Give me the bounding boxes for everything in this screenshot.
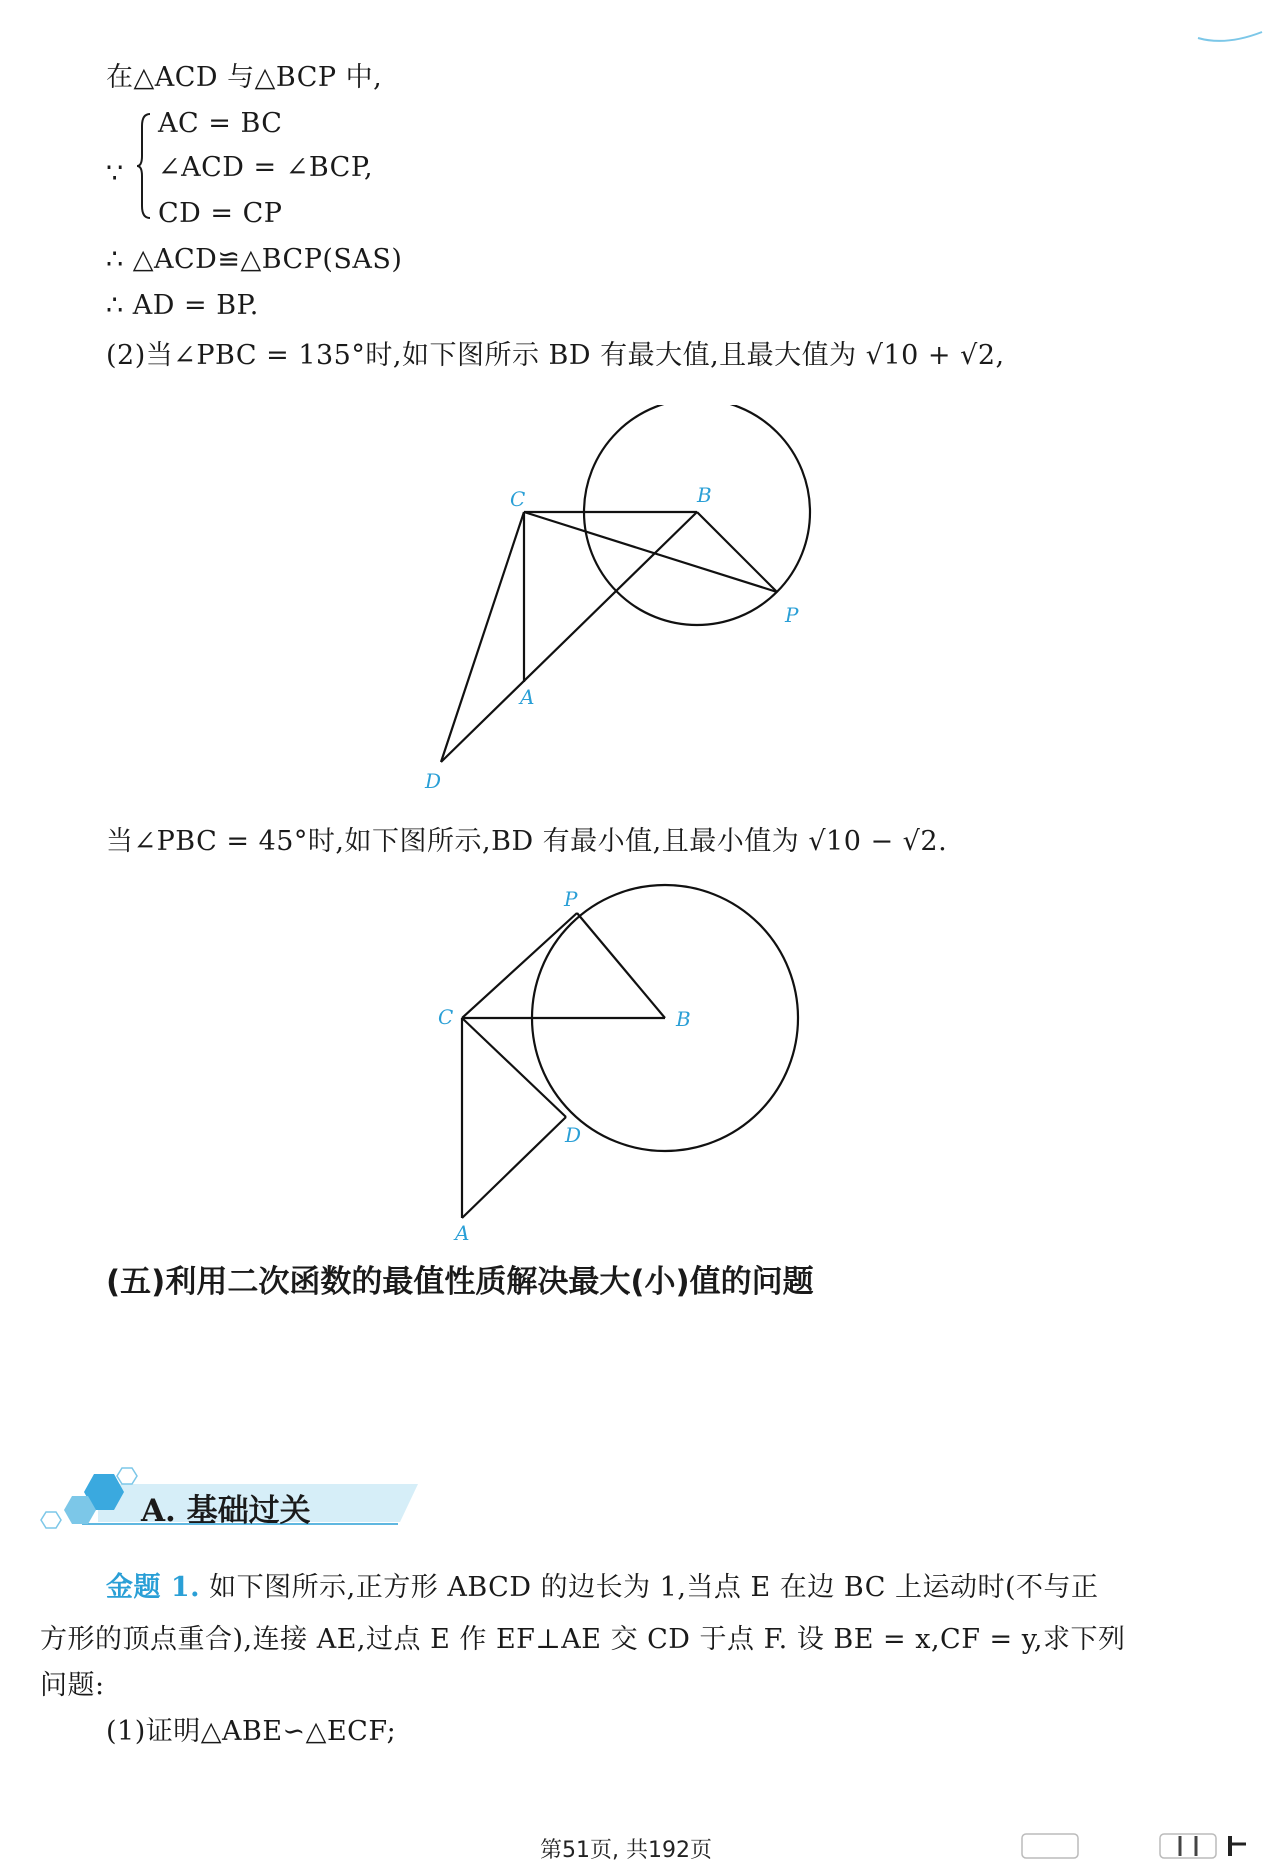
label-b: B [676, 1007, 691, 1031]
question1-sub1: (1)证明△ABE∽△ECF; [106, 1716, 397, 1747]
label-a: A [520, 685, 535, 709]
question1-line1 [106, 1570, 1099, 1606]
label-a: A [455, 1221, 470, 1240]
question-label: 金题 1. [106, 1572, 201, 1603]
segment-bd [441, 512, 697, 762]
label-c: C [438, 1005, 454, 1029]
banner-title: A. 基础过关 [141, 1493, 311, 1529]
label-d: D [565, 1123, 582, 1147]
proof-intro: 在△ACD 与△BCP 中, [106, 62, 383, 93]
label-b: B [697, 483, 712, 507]
segment-cd [462, 1018, 566, 1117]
question1-line3: 问题: [40, 1670, 105, 1701]
segment-cp [462, 913, 577, 1018]
label-c: C [510, 487, 526, 511]
toolbar-button-2 [1160, 1834, 1216, 1858]
equation-cd-cp: CD = CP [158, 198, 283, 229]
label-p: P [785, 603, 799, 627]
conclusion-line: ∴ AD = BP. [106, 290, 259, 321]
because-symbol: ∵ [106, 158, 124, 189]
segment-cd [441, 512, 524, 762]
brace [136, 112, 152, 220]
segment-ad [462, 1117, 566, 1218]
section-heading: (五)利用二次函数的最值性质解决最大(小)值的问题 [106, 1264, 814, 1300]
corner-decoration [1196, 24, 1266, 44]
segment-cp [524, 512, 777, 592]
label-d: D [425, 769, 442, 793]
label-p: P [564, 887, 578, 911]
page-indicator: 第51页, 共192页 [540, 1838, 712, 1863]
toolbar-button-1 [1022, 1834, 1078, 1858]
viewer-toolbar [1020, 1826, 1260, 1866]
figure-min [430, 880, 830, 1240]
question1-text1: 如下图所示,正方形 ABCD 的边长为 1,当点 E 在边 BC 上运动时(不与正 [200, 1572, 1099, 1603]
equation-ac-bc: AC = BC [158, 108, 283, 139]
figure-max [410, 405, 830, 805]
min-statement: 当∠PBC = 45°时,如下图所示,BD 有最小值,且最小值为 √10 − √2. [106, 826, 948, 857]
max-statement: (2)当∠PBC = 135°时,如下图所示 BD 有最大值,且最大值为 √10 + √2, [106, 340, 1005, 371]
congruence-line: ∴ △ACD≌△BCP(SAS) [106, 244, 403, 275]
equation-angle: ∠ACD = ∠BCP, [158, 152, 374, 183]
segment-pb [577, 913, 665, 1018]
question1-line2: 方形的顶点重合),连接 AE,过点 E 作 EF⊥AE 交 CD 于点 F. 设 BE = x,CF = y,求下列 [40, 1624, 1126, 1655]
